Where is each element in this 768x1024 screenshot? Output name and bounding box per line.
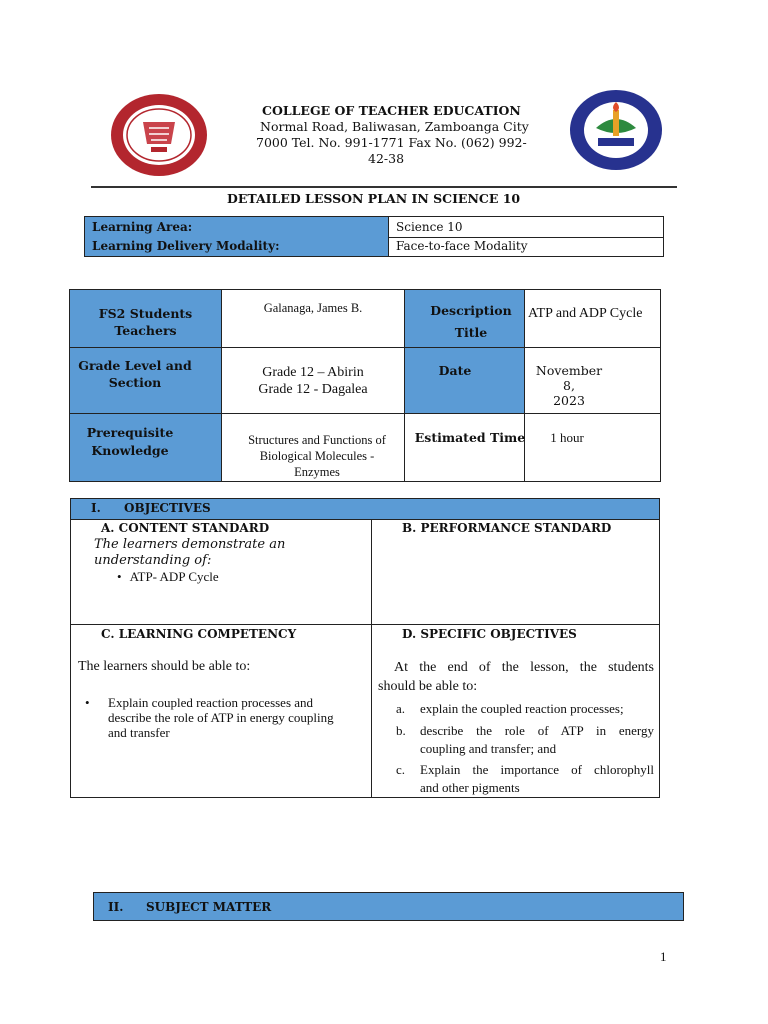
estimated-time-value: 1 hour [550, 430, 584, 445]
learning-area-row [84, 216, 664, 238]
college-contact-2: 42-38 [368, 151, 405, 166]
subject-matter-header [93, 892, 684, 921]
prerequisite-value: Structures and Functions of Biological Molecules - Enzymes [248, 433, 386, 479]
specific-objective-b: b. describe the role of ATP in energy coupling and transfer; and [396, 723, 654, 756]
fs2-label: FS2 Students Teachers [98, 306, 193, 338]
fs2-value: Galanaga, James B. [263, 301, 363, 315]
objectives-table [70, 519, 660, 798]
college-address: Normal Road, Baliwasan, Zamboanga City [260, 119, 529, 134]
content-standard-bullet: • ATP- ADP Cycle [117, 569, 219, 584]
prerequisite-label: Prerequisite Knowledge [86, 425, 174, 458]
learning-area-value: Science 10 [396, 220, 463, 234]
subject-matter-numeral: II. [108, 900, 124, 914]
specific-objective-c: c. Explain the importance of chlorophyll and other pigments [396, 762, 654, 795]
page-number: 1 [660, 949, 667, 964]
learning-competency-intro: The learners should be able to: [78, 659, 251, 674]
learning-info-table [84, 216, 664, 258]
specific-objectives-heading: D. SPECIFIC OBJECTIVES [402, 627, 577, 641]
left-seal [109, 92, 209, 178]
performance-standard-heading: B. PERFORMANCE STANDARD [402, 521, 612, 535]
content-standard-heading: A. CONTENT STANDARD [101, 521, 270, 535]
date-value: November 8, 2023 [535, 363, 603, 408]
delivery-modality-value: Face-to-face Modality [396, 239, 528, 253]
estimated-time-label: Estimated Time [414, 430, 526, 445]
delivery-modality-row [84, 236, 664, 257]
header-divider [91, 186, 677, 188]
content-standard-intro: The learners demonstrate an understanding of: [94, 537, 286, 568]
specific-objectives-intro: At the end of the lesson, the students should be able to: [378, 660, 654, 694]
description-label: Description Title [430, 303, 512, 340]
specific-objective-a: a. explain the coupled reaction processes; [396, 701, 624, 716]
lesson-detail-table [69, 289, 661, 482]
learning-competency-heading: C. LEARNING COMPETENCY [101, 627, 297, 641]
date-label: Date [438, 363, 472, 378]
delivery-modality-label: Learning Delivery Modality: [85, 236, 389, 256]
subject-matter-title: SUBJECT MATTER [146, 900, 272, 914]
college-name: COLLEGE OF TEACHER EDUCATION [262, 103, 521, 118]
grade-level-label: Grade Level and Section [78, 358, 192, 390]
objectives-title: OBJECTIVES [124, 501, 211, 515]
objectives-numeral: I. [91, 501, 101, 515]
right-seal [568, 88, 664, 172]
grade-level-value: Grade 12 – Abirin Grade 12 - Dagalea [258, 365, 368, 397]
objectives-header [70, 498, 660, 520]
document-title: DETAILED LESSON PLAN IN SCIENCE 10 [227, 191, 521, 206]
description-value: ATP and ADP Cycle [528, 306, 643, 321]
learning-competency-bullet: • Explain coupled reaction processes and describe the role of ATP in energy coupling and transfer [85, 695, 334, 740]
college-contact-1: 7000 Tel. No. 991-1771 Fax No. (062) 992- [256, 135, 527, 150]
learning-area-label: Learning Area: [85, 217, 389, 237]
